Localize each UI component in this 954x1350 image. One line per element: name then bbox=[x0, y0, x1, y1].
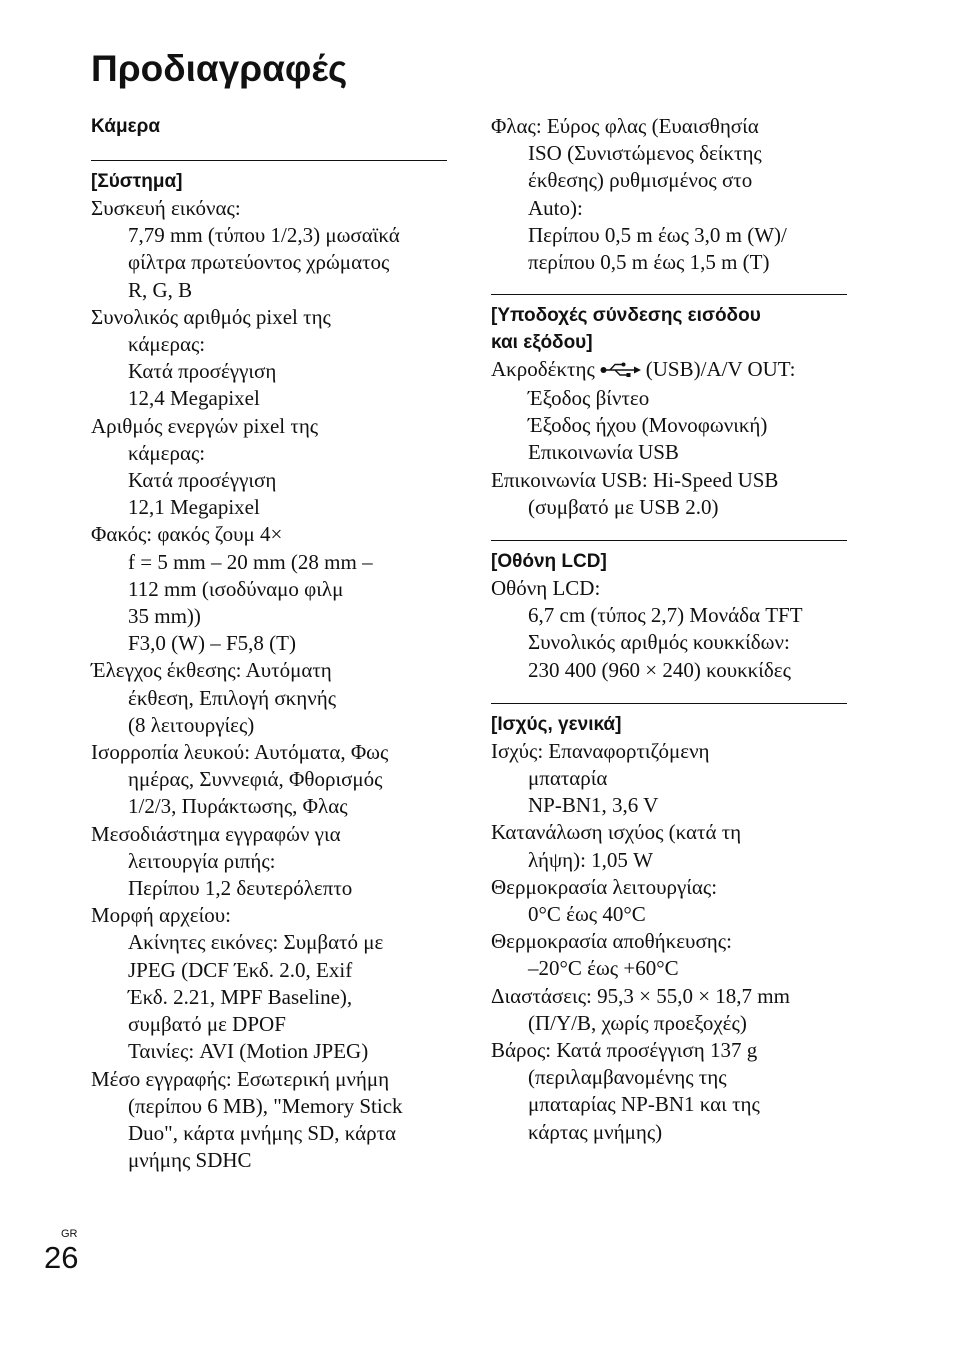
power-heading: [Ισχύς, γενικά] bbox=[491, 713, 622, 735]
spec-line: Αριθμός ενεργών pixel της bbox=[91, 413, 319, 438]
spec-line: Θερμοκρασία αποθήκευσης: bbox=[491, 929, 732, 954]
page-title: Προδιαγραφές bbox=[91, 48, 348, 89]
spec-line: Έκδ. 2.21, MPF Baseline), bbox=[128, 984, 353, 1009]
spec-line: 230 400 (960 × 240) κουκκίδες bbox=[528, 657, 791, 682]
spec-line: (περίπου 6 MB), "Memory Stick bbox=[128, 1093, 403, 1118]
spec-line: Επικοινωνία USB: Hi-Speed USB bbox=[491, 467, 779, 492]
divider bbox=[491, 540, 847, 541]
divider bbox=[91, 160, 447, 161]
spec-line: Συσκευή εικόνας: bbox=[91, 196, 241, 220]
spec-line: Ακίνητες εικόνες: Συμβατό με bbox=[128, 930, 384, 955]
io-spec-list bbox=[491, 356, 847, 521]
spec-line: Ισορροπία λευκού: Αυτόματα, Φως bbox=[91, 740, 389, 765]
spec-line: Έξοδος ήχου (Μονοφωνική) bbox=[528, 413, 768, 438]
lcd-spec-list bbox=[491, 575, 847, 684]
spec-line: (Π/Υ/Β, χωρίς προεξοχές) bbox=[528, 1010, 747, 1035]
spec-line: 12,4 Megapixel bbox=[128, 386, 260, 411]
right-column bbox=[491, 113, 847, 1146]
spec-line: Έλεγχος έκθεσης: Αυτόματη bbox=[91, 658, 332, 683]
spec-line: Κατά προσέγγιση bbox=[128, 359, 277, 384]
spec-line: Βάρος: Κατά προσέγγιση 137 g bbox=[491, 1038, 758, 1063]
io-heading-line: [Υποδοχές σύνδεσης εισόδου bbox=[491, 305, 761, 327]
spec-line: έκθεση, Επιλογή σκηνής bbox=[128, 685, 337, 710]
spec-line: 12,1 Megapixel bbox=[128, 495, 260, 520]
system-spec-list bbox=[91, 195, 447, 1174]
spec-line: Επικοινωνία USB bbox=[528, 440, 679, 465]
flash-spec bbox=[491, 113, 847, 276]
spec-line: Θερμοκρασία λειτουργίας: bbox=[491, 874, 718, 899]
spec-line: λήψη): 1,05 W bbox=[528, 847, 654, 872]
usb-terminal-label: Ακροδέκτης bbox=[491, 357, 595, 382]
spec-line: ημέρας, Συννεφιά, Φθορισμός bbox=[128, 767, 383, 792]
spec-line: (8 λειτουργίες) bbox=[128, 712, 255, 737]
spec-line: μπαταρία bbox=[528, 766, 608, 791]
spec-line: Φλας: Εύρος φλας (Ευαισθησία bbox=[491, 114, 759, 138]
spec-line: ISO (Συνιστώμενος δείκτης bbox=[528, 141, 762, 166]
spec-line: Ισχύς: Επαναφορτιζόμενη bbox=[491, 738, 710, 763]
spec-line: –20°C έως +60°C bbox=[528, 956, 679, 981]
spec-line: NP-BN1, 3,6 V bbox=[528, 793, 659, 818]
divider bbox=[491, 294, 847, 295]
spec-line: 7,79 mm (τύπου 1/2,3) μωσαϊκά bbox=[128, 223, 400, 248]
io-heading-line: και εξόδου] bbox=[491, 332, 593, 354]
spec-line: λειτουργία ριπής: bbox=[128, 848, 276, 873]
spec-line: κάμερας: bbox=[128, 332, 206, 357]
spec-line: Μέσο εγγραφής: Εσωτερική μνήμη bbox=[91, 1066, 390, 1091]
spec-line: 112 mm (ισοδύναμο φιλμ bbox=[128, 576, 344, 601]
spec-line: Συνολικός αριθμός pixel της bbox=[91, 304, 331, 329]
divider bbox=[491, 703, 847, 704]
spec-line: Ταινίες: AVI (Motion JPEG) bbox=[128, 1039, 369, 1064]
spec-line: 35 mm)) bbox=[128, 604, 201, 629]
spec-line: Μορφή αρχείου: bbox=[91, 903, 232, 928]
page-footer bbox=[44, 1227, 78, 1275]
lcd-heading: [Οθόνη LCD] bbox=[491, 551, 607, 573]
spec-line: Συνολικός αριθμός κουκκίδων: bbox=[528, 630, 790, 655]
spec-line: Κατά προσέγγιση bbox=[128, 468, 277, 493]
camera-label: Κάμερα bbox=[91, 116, 161, 137]
spec-line: Κατανάλωση ισχύος (κατά τη bbox=[491, 820, 742, 845]
spec-line: R, G, B bbox=[128, 277, 193, 302]
spec-line: Περίπου 0,5 m έως 3,0 m (W)/ bbox=[528, 222, 787, 247]
spec-line: F3,0 (W) – F5,8 (T) bbox=[128, 631, 296, 656]
spec-line: Οθόνη LCD: bbox=[491, 576, 601, 601]
spec-line: συμβατό με DPOF bbox=[128, 1012, 286, 1037]
spec-line: Έξοδος βίντεο bbox=[528, 386, 650, 410]
spec-line: Auto): bbox=[528, 195, 583, 220]
spec-line: μνήμης SDHC bbox=[128, 1148, 252, 1173]
spec-line: (περιλαμβανομένης της bbox=[528, 1065, 727, 1090]
spec-line: φίλτρα πρωτεύοντος χρώματος bbox=[128, 250, 390, 275]
spec-line: κάρτας μνήμης) bbox=[528, 1119, 663, 1144]
page-number: 26 bbox=[44, 1240, 79, 1275]
spec-line: (συμβατό με USB 2.0) bbox=[528, 494, 719, 519]
usb-terminal-value: (USB)/A/V OUT: bbox=[645, 357, 796, 382]
spec-line: Περίπου 1,2 δευτερόλεπτο bbox=[128, 876, 353, 901]
spec-line: 0°C έως 40°C bbox=[528, 902, 646, 927]
spec-line: έκθεσης) ρυθμισμένος στο bbox=[528, 168, 753, 193]
spec-line: 1/2/3, Πυράκτωσης, Φλας bbox=[128, 794, 348, 819]
spec-line: Μεσοδιάστημα εγγραφών για bbox=[91, 821, 341, 846]
spec-line: JPEG (DCF Έκδ. 2.0, Exif bbox=[128, 957, 353, 982]
power-spec-list bbox=[491, 738, 847, 1146]
spec-line: f = 5 mm – 20 mm (28 mm – bbox=[128, 549, 373, 574]
spec-line: μπαταρίας NP-BN1 και της bbox=[528, 1092, 760, 1117]
spec-line: 6,7 cm (τύπος 2,7) Μονάδα TFT bbox=[528, 603, 803, 628]
language-code: GR bbox=[61, 1228, 78, 1240]
left-column bbox=[91, 113, 447, 1174]
spec-line: περίπου 0,5 m έως 1,5 m (T) bbox=[528, 250, 770, 275]
spec-line: Φακός: φακός ζουμ 4× bbox=[91, 522, 283, 547]
usb-icon bbox=[600, 358, 642, 385]
io-heading bbox=[491, 302, 847, 356]
spec-line: Duo", κάρτα μνήμης SD, κάρτα bbox=[128, 1120, 397, 1145]
usb-terminal-line bbox=[491, 356, 847, 385]
system-heading: [Σύστημα] bbox=[91, 171, 183, 192]
spec-line: κάμερας: bbox=[128, 440, 206, 465]
spec-line: Διαστάσεις: 95,3 × 55,0 × 18,7 mm bbox=[491, 983, 790, 1008]
